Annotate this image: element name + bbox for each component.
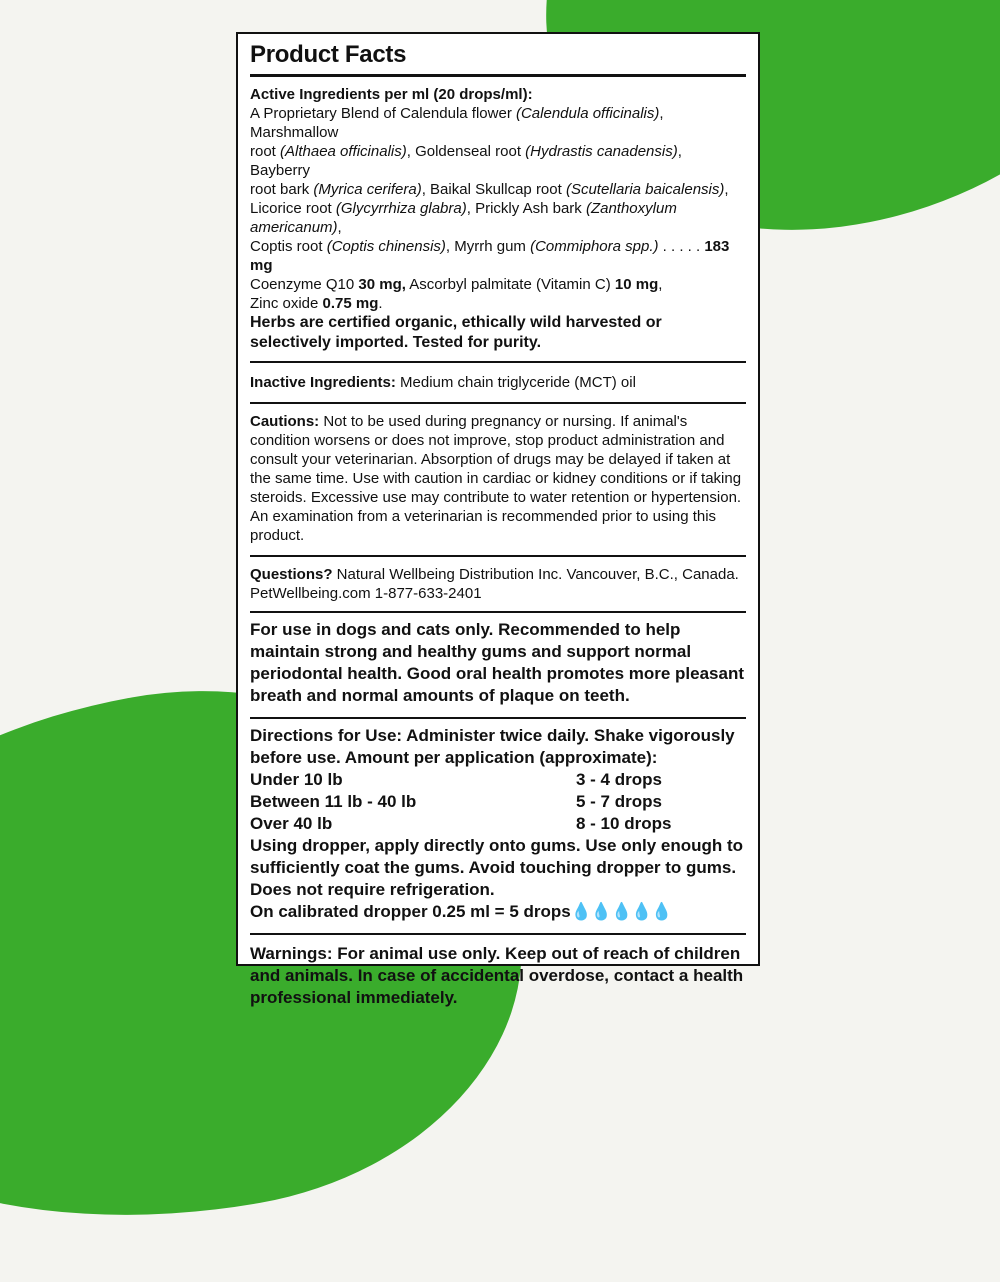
dose-row: Over 40 lb 8 - 10 drops <box>250 814 672 833</box>
dose-row: Under 10 lb 3 - 4 drops <box>250 770 662 789</box>
questions-section <box>250 557 746 613</box>
warnings-text: For animal use only. Keep out of reach of children and animals. In case of accidental overdose, contact a health professional immediately. <box>250 944 744 1007</box>
active-heading: Active Ingredients per ml (20 drops/ml): <box>250 86 533 103</box>
directions-text: Administer twice daily. Shake vigorously before use. Amount per application (approximate): <box>250 726 735 767</box>
ingredient-line: Zinc oxide 0.75 mg. <box>250 295 383 312</box>
ingredient-line: A Proprietary Blend of Calendula flower (Calendula officinalis), Marshmallow <box>250 105 664 141</box>
usage-text: Using dropper, apply directly onto gums. Use only enough to sufficiently coat the gums. Avoid touching dropper to gums. Does not require refrigeration. <box>250 836 744 899</box>
ingredient-line: Coenzyme Q10 30 mg, Ascorbyl palmitate (Vitamin C) 10 mg, <box>250 276 663 293</box>
inactive-text: Medium chain triglyceride (MCT) oil <box>395 374 636 391</box>
panel-title: Product Facts <box>250 38 746 77</box>
cautions-label: Cautions: <box>250 413 320 430</box>
cautions-section <box>250 404 746 557</box>
ingredient-line: root bark (Myrica cerifera), Baikal Skullcap root (Scutellaria baicalensis), <box>250 181 729 198</box>
water-drop-icons: 💧💧💧💧💧 <box>570 902 672 921</box>
product-facts-panel <box>236 32 760 1007</box>
warnings-section <box>250 935 746 1009</box>
use-section: For use in dogs and cats only. Recommended to help maintain strong and healthy gums and support normal periodontal health. Good oral health promotes more pleasant breath and normal amounts of plaque on teeth. <box>250 613 746 719</box>
inactive-label: Inactive Ingredients: <box>250 374 396 391</box>
contact-info: PetWellbeing.com 1-877-633-2401 <box>250 585 482 602</box>
cautions-text: Not to be used during pregnancy or nursing. If animal's condition worsens or does not improve, stop product administration and consult your veterinarian. Absorption of drugs may be delayed if taken at the same time. Use with caution in cardiac or kidney conditions or if taking steroids. Excessive use may contribute to water retention or hypertension. An examination from a veterinarian is recommended prior to using this product. <box>250 413 742 544</box>
calibration-line: On calibrated dropper 0.25 ml = 5 drops💧💧💧💧💧 <box>250 902 672 921</box>
herbs-note: Herbs are certified organic, ethically wild harvested or selectively imported. Tested for purity. <box>250 314 662 351</box>
dose-row: Between 11 lb - 40 lb 5 - 7 drops <box>250 792 662 811</box>
questions-label: Questions? <box>250 566 333 583</box>
questions-text: Natural Wellbeing Distribution Inc. Vancouver, B.C., Canada. <box>332 566 739 583</box>
directions-label: Directions for Use: <box>250 726 403 745</box>
active-ingredients-section <box>250 81 746 363</box>
warnings-label: Warnings: <box>250 944 333 963</box>
ingredient-line: Licorice root (Glycyrrhiza glabra), Prickly Ash bark (Zanthoxylum americanum), <box>250 200 677 236</box>
ingredient-line: root (Althaea officinalis), Goldenseal root (Hydrastis canadensis), Bayberry <box>250 143 682 179</box>
ingredient-line: Coptis root (Coptis chinensis), Myrrh gum (Commiphora spp.) . . . . . 183 mg <box>250 238 730 274</box>
inactive-section <box>250 363 746 404</box>
directions-section <box>250 719 746 935</box>
